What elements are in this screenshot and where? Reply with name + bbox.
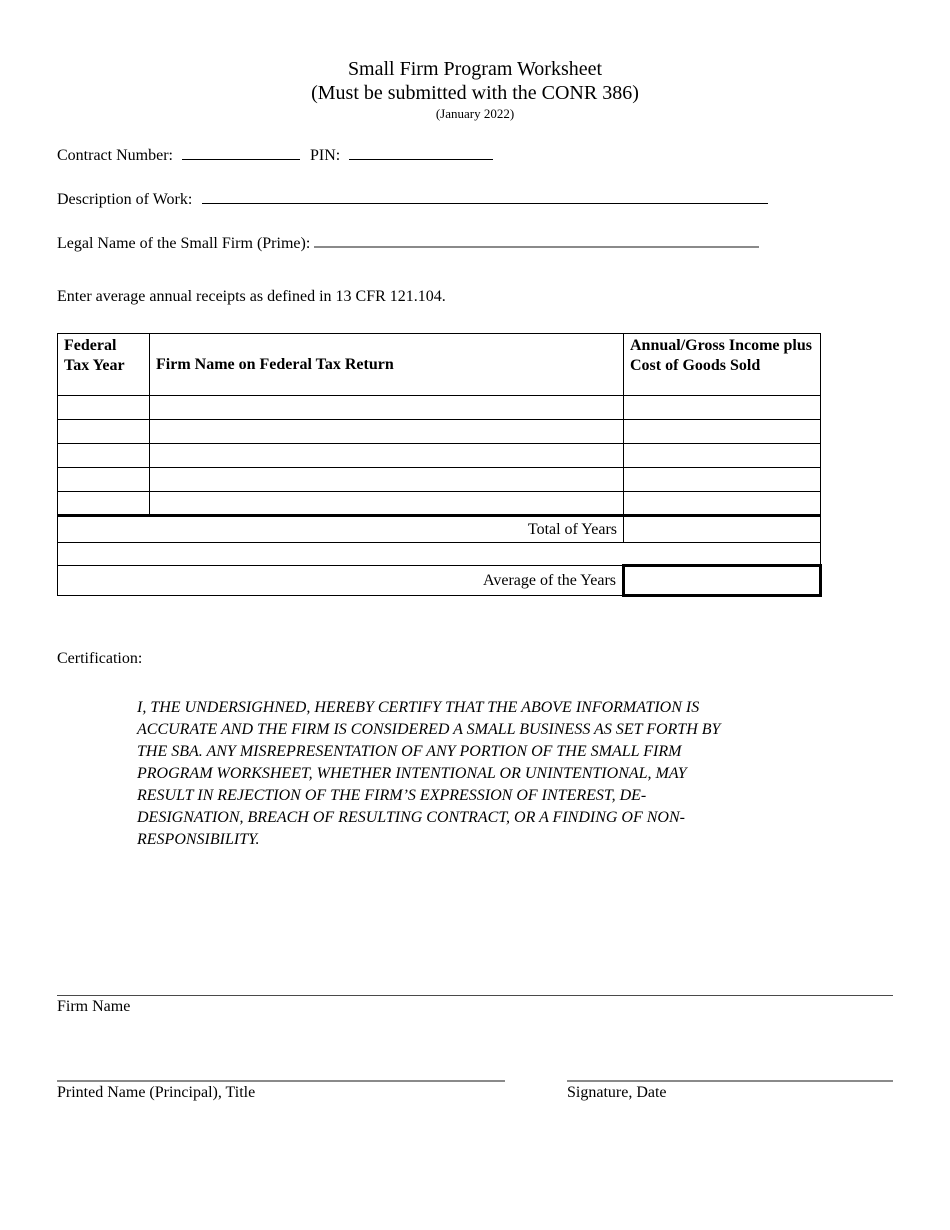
receipts-table xyxy=(57,333,822,597)
pin-label: PIN: xyxy=(309,147,341,164)
certification-heading: Certification: xyxy=(57,650,143,667)
tax-year-cell[interactable] xyxy=(58,444,150,468)
pin-field[interactable] xyxy=(349,143,493,160)
table-header-row xyxy=(58,334,821,396)
table-row xyxy=(58,396,821,420)
certification-line: RESULT IN REJECTION OF THE FIRM’S EXPRESSION OF INTEREST, DE- xyxy=(137,787,647,804)
contract-pin-row xyxy=(57,143,493,165)
header-federal-tax-year: Federal Tax Year xyxy=(58,334,150,396)
total-of-years-label: Total of Years xyxy=(58,516,624,543)
table-row xyxy=(58,468,821,492)
certification-line: DESIGNATION, BREACH OF RESULTING CONTRACT, OR A FINDING OF NON- xyxy=(137,809,685,826)
signature-date-line[interactable] xyxy=(567,1080,893,1102)
tax-year-cell[interactable] xyxy=(58,420,150,444)
certification-line: I, THE UNDERSIGHNED, HEREBY CERTIFY THAT THE ABOVE INFORMATION IS xyxy=(137,699,700,716)
header-firm-name: Firm Name on Federal Tax Return xyxy=(150,334,624,396)
average-row xyxy=(58,566,821,596)
page-title: Small Firm Program Worksheet xyxy=(347,58,603,80)
firm-name-cell[interactable] xyxy=(150,492,624,516)
printed-name-signature-line[interactable] xyxy=(57,1080,505,1102)
certification-line: PROGRAM WORKSHEET, WHETHER INTENTIONAL OR UNINTENTIONAL, MAY xyxy=(137,765,687,782)
certification-line: THE SBA. ANY MISREPRESENTATION OF ANY PORTION OF THE SMALL FIRM xyxy=(137,743,682,760)
spacer-row xyxy=(58,543,821,566)
average-of-years-value-cell[interactable] xyxy=(624,566,821,596)
contract-number-label: Contract Number: xyxy=(57,147,173,164)
page-subtitle: (Must be submitted with the CONR 386) xyxy=(311,82,639,104)
table-body xyxy=(58,396,821,516)
firm-name-cell[interactable] xyxy=(150,396,624,420)
printed-name-label: Printed Name (Principal), Title xyxy=(57,1084,256,1101)
spacer-cell xyxy=(58,543,821,566)
total-row xyxy=(58,516,821,543)
certification-line: ACCURATE AND THE FIRM IS CONSIDERED A SMALL BUSINESS AS SET FORTH BY xyxy=(137,721,721,738)
certification-line: RESPONSIBILITY. xyxy=(137,831,260,848)
table-row xyxy=(58,420,821,444)
tax-year-cell[interactable] xyxy=(58,468,150,492)
firm-name-label: Firm Name xyxy=(57,998,131,1015)
income-cell[interactable] xyxy=(624,444,821,468)
legal-name-field[interactable] xyxy=(314,231,759,248)
description-of-work-field[interactable] xyxy=(202,187,768,204)
signature-date-label: Signature, Date xyxy=(567,1084,667,1101)
table-row xyxy=(58,444,821,468)
income-cell[interactable] xyxy=(624,420,821,444)
tax-year-cell[interactable] xyxy=(58,396,150,420)
firm-name-cell[interactable] xyxy=(150,468,624,492)
revision-date: (January 2022) xyxy=(435,106,515,121)
receipts-instruction: Enter average annual receipts as defined in 13 CFR 121.104. xyxy=(57,288,446,305)
header-annual-gross-income: Annual/Gross Income plus Cost of Goods Sold xyxy=(624,334,821,396)
average-of-years-label: Average of the Years xyxy=(58,566,624,596)
tax-year-cell[interactable] xyxy=(58,492,150,516)
total-of-years-value-cell[interactable] xyxy=(624,516,821,543)
firm-name-cell[interactable] xyxy=(150,420,624,444)
title-block xyxy=(0,57,950,122)
legal-name-row xyxy=(57,231,759,253)
income-cell[interactable] xyxy=(624,468,821,492)
table-row xyxy=(58,492,821,516)
description-row xyxy=(57,187,768,209)
certification-text xyxy=(137,697,849,851)
description-of-work-label: Description of Work: xyxy=(57,191,193,208)
firm-name-cell[interactable] xyxy=(150,444,624,468)
legal-name-label: Legal Name of the Small Firm (Prime): xyxy=(57,235,311,252)
contract-number-field[interactable] xyxy=(182,143,300,160)
income-cell[interactable] xyxy=(624,396,821,420)
firm-name-signature-line[interactable] xyxy=(57,995,893,1016)
income-cell[interactable] xyxy=(624,492,821,516)
